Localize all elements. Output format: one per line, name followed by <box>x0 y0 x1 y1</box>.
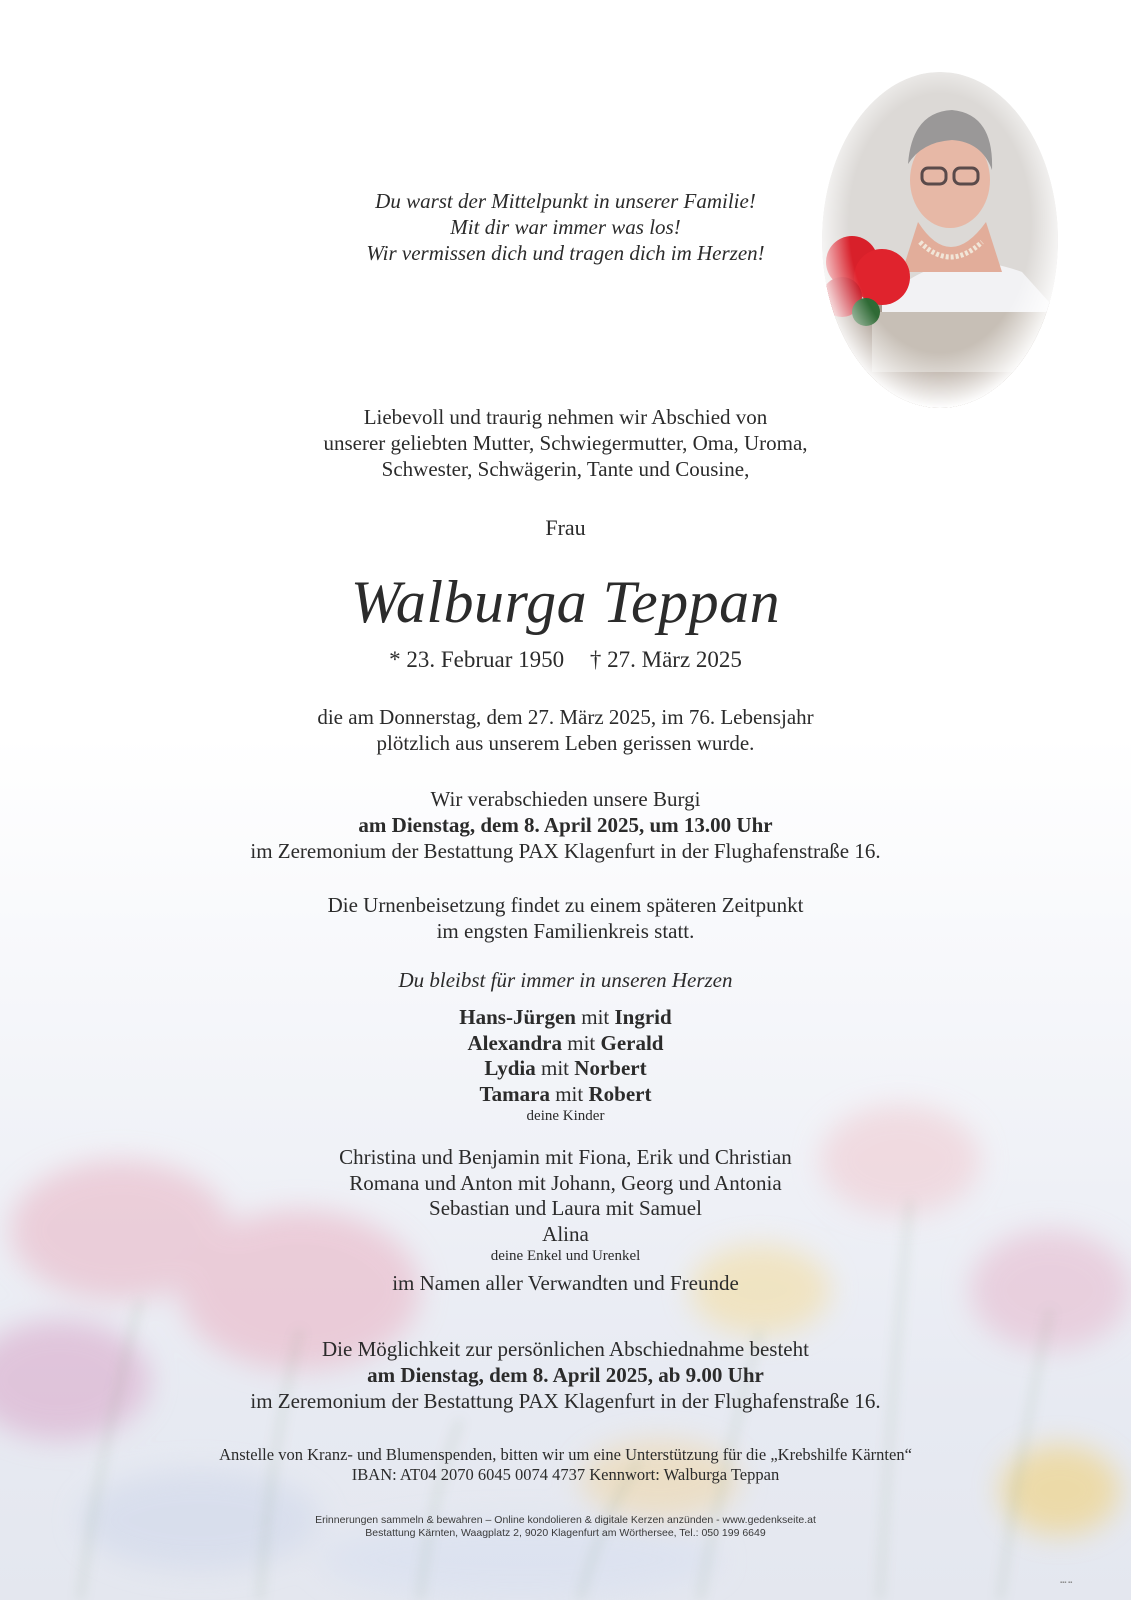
died-line: plötzlich aus unserem Leben gerissen wurde. <box>376 731 755 755</box>
child-entry <box>0 1082 1131 1108</box>
footer-line: Erinnerungen sammeln & bewahren – Online kondolieren & digitale Kerzen anzünden - www.gedenkseite.at <box>315 1514 816 1526</box>
farewell-datetime: am Dienstag, dem 8. April 2025, um 13.00 Uhr <box>358 813 773 837</box>
relatives-line: im Namen aller Verwandten und Freunde <box>392 1271 739 1295</box>
viewing-datetime: am Dienstag, dem 8. April 2025, ab 9.00 Uhr <box>367 1363 764 1387</box>
death-date: † 27. März 2025 <box>589 647 742 672</box>
print-mark-icon: ▪▪▪ ▪▪ <box>1060 1580 1073 1586</box>
urn-burial-text <box>0 892 1131 944</box>
salutation: Frau <box>545 515 586 540</box>
footer <box>0 1514 1131 1540</box>
child-entry <box>0 1005 1131 1031</box>
child-name: Hans-Jürgen <box>459 1005 576 1029</box>
grandchild-entry: Romana und Anton mit Johann, Georg und Antonia <box>349 1170 782 1195</box>
died-line: die am Donnerstag, dem 27. März 2025, im 76. Lebensjahr <box>317 705 814 729</box>
grandchildren-list <box>0 1145 1131 1265</box>
viewing-location: im Zeremonium der Bestattung PAX Klagenfurt in der Flughafenstraße 16. <box>250 1389 881 1413</box>
grandchild-entry: Sebastian und Laura mit Samuel <box>429 1196 702 1220</box>
viewing-info <box>0 1336 1131 1414</box>
life-dates <box>0 647 1131 673</box>
partner-name: Gerald <box>600 1030 664 1055</box>
viewing-line: Die Möglichkeit zur persönlichen Abschiednahme besteht <box>322 1337 809 1361</box>
child-entry <box>0 1056 1131 1082</box>
farewell-ceremony <box>0 786 1131 864</box>
donation-info <box>0 1445 1131 1485</box>
donation-line: Anstelle von Kranz- und Blumenspenden, bitten wir um eine Unterstützung für die „Krebshilfe Kärnten“ <box>219 1445 912 1464</box>
motto-line: Du warst der Mittelpunkt in unserer Familie! <box>375 189 756 213</box>
urn-line: Die Urnenbeisetzung findet zu einem späteren Zeitpunkt <box>327 893 804 917</box>
connector: mit <box>567 1030 596 1055</box>
connector: mit <box>541 1056 570 1080</box>
child-name: Alexandra <box>467 1030 562 1055</box>
intro-line: Schwester, Schwägerin, Tante und Cousine, <box>381 457 750 481</box>
farewell-location: im Zeremonium der Bestattung PAX Klagenfurt in der Flughafenstraße 16. <box>250 839 881 863</box>
child-name: Tamara <box>479 1081 550 1106</box>
footer-address: Bestattung Kärnten, Waagplatz 2, 9020 Klagenfurt am Wörthersee, Tel.: 050 199 6649 <box>365 1527 766 1539</box>
connector: mit <box>555 1081 584 1106</box>
grandchild-entry: Alina <box>542 1221 589 1246</box>
partner-name: Ingrid <box>614 1005 672 1029</box>
donation-iban: IBAN: AT04 2070 6045 0074 4737 Kennwort: Walburga Teppan <box>351 1465 780 1484</box>
grandchildren-label: deine Enkel und Urenkel <box>490 1248 641 1264</box>
remembrance-line: Du bleibst für immer in unseren Herzen <box>398 968 733 992</box>
child-entry <box>0 1031 1131 1057</box>
connector: mit <box>581 1005 610 1029</box>
portrait-photo <box>822 72 1058 408</box>
intro-line: unserer geliebten Mutter, Schwiegermutter, Oma, Uroma, <box>323 431 808 455</box>
urn-line: im engsten Familienkreis statt. <box>436 919 695 943</box>
deceased-name: Walburga Teppan <box>350 569 781 635</box>
farewell-line: Wir verabschieden unsere Burgi <box>430 787 701 811</box>
motto-line: Wir vermissen dich und tragen dich im Herzen! <box>366 241 765 265</box>
partner-name: Robert <box>588 1081 652 1106</box>
death-notice-text <box>0 704 1131 756</box>
children-label: deine Kinder <box>526 1108 605 1124</box>
partner-name: Norbert <box>574 1056 647 1080</box>
child-name: Lydia <box>484 1056 536 1080</box>
intro-text <box>0 404 1131 482</box>
motto-line: Mit dir war immer was los! <box>450 215 681 239</box>
children-list <box>0 1005 1131 1125</box>
birth-date: * 23. Februar 1950 <box>389 647 565 672</box>
grandchild-entry: Christina und Benjamin mit Fiona, Erik und Christian <box>339 1145 792 1169</box>
intro-line: Liebevoll und traurig nehmen wir Abschied von <box>363 405 768 429</box>
